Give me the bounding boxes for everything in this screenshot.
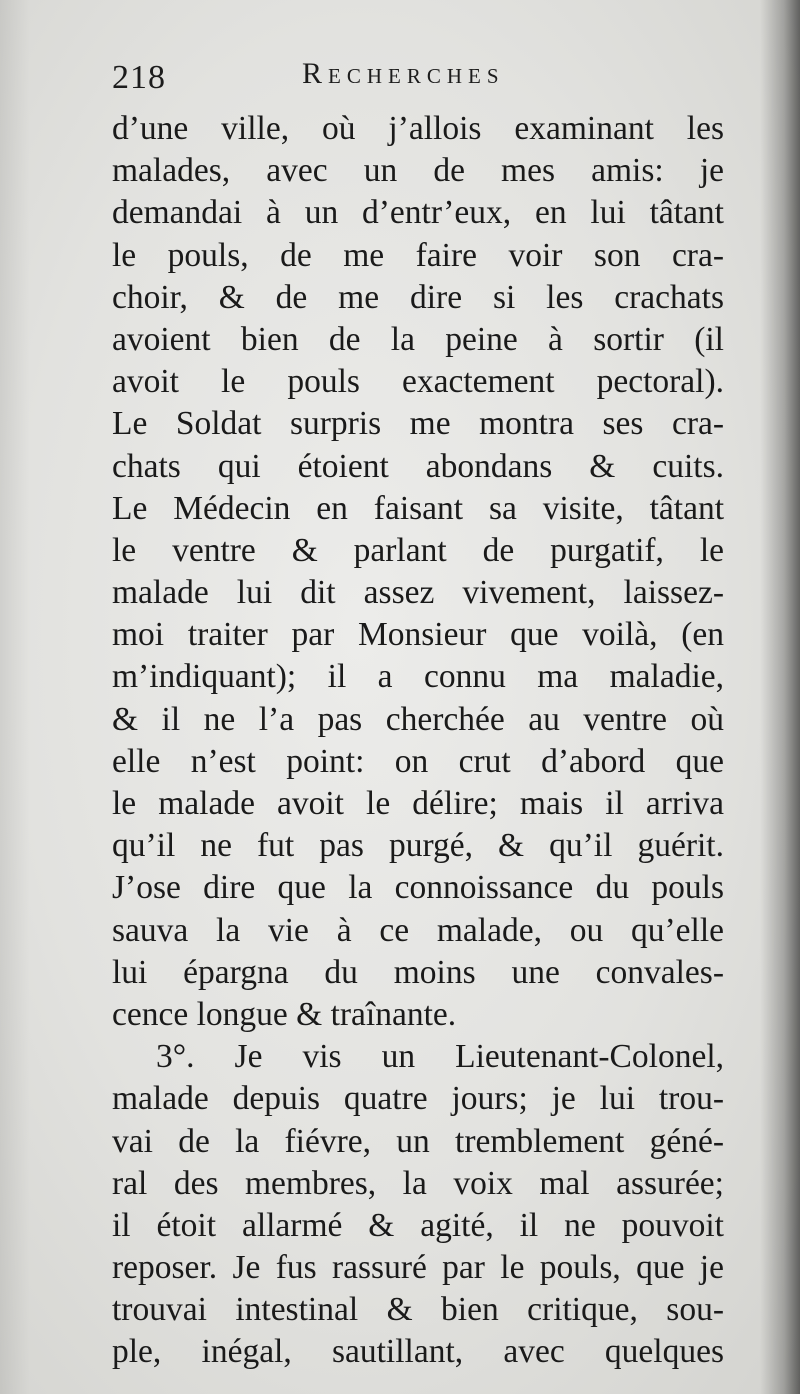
text-line: & il ne l’a pas cherchée au ventre où: [112, 700, 724, 738]
text-line: le pouls, de me faire voir son cra-: [112, 236, 724, 274]
page-gutter-shadow: [760, 0, 800, 1394]
running-title: Recherches: [302, 57, 505, 90]
text-line: demandai à un d’entr’eux, en lui tâtant: [112, 194, 724, 232]
text-line: vai de la fiévre, un tremblement géné-: [112, 1122, 724, 1160]
paragraph-end-line: cence longue & traînante.: [112, 995, 457, 1033]
text-line: ple, inégal, sautillant, avec quelques: [112, 1333, 724, 1371]
text-line: qu’il ne fut pas purgé, & qu’il guérit.: [112, 827, 724, 865]
text-line: avoit le pouls exactement pectoral).: [112, 363, 724, 401]
text-line: reposer. Je fus rassuré par le pouls, que je: [112, 1249, 724, 1287]
text-line: le ventre & parlant de purgatif, le: [112, 531, 724, 569]
text-line: chats qui étoient abondans & cuits.: [112, 447, 724, 485]
text-line: J’ose dire que la connoissance du pouls: [112, 869, 724, 907]
text-line: Le Médecin en faisant sa visite, tâtant: [112, 489, 724, 527]
body-text: [112, 108, 724, 1374]
text-line: trouvai intestinal & bien critique, sou-: [112, 1291, 724, 1329]
text-line: m’indiquant); il a connu ma maladie,: [112, 658, 724, 696]
text-line: lui épargna du moins une convales-: [112, 953, 724, 991]
page-number: 218: [112, 59, 166, 96]
text-line: avoient bien de la peine à sortir (il: [112, 320, 724, 358]
text-line: d’une ville, où j’allois examinant les: [112, 110, 724, 147]
text-line: choir, & de me dire si les crachats: [112, 278, 724, 316]
text-line: Le Soldat surpris me montra ses cra-: [112, 405, 724, 443]
text-line: ral des membres, la voix mal assurée;: [112, 1164, 724, 1202]
text-line: malade lui dit assez vivement, laissez-: [112, 574, 724, 612]
text-line: elle n’est point: on crut d’abord que: [112, 742, 724, 780]
text-line: malades, avec un de mes amis: je: [112, 152, 724, 190]
text-line: moi traiter par Monsieur que voilà, (en: [112, 616, 724, 654]
text-line: sauva la vie à ce malade, ou qu’elle: [112, 911, 724, 949]
text-line: malade depuis quatre jours; je lui trou-: [112, 1080, 724, 1118]
text-line: il étoit allarmé & agité, il ne pouvoit: [112, 1206, 724, 1244]
page-left-edge-shading: [0, 0, 30, 1394]
paragraph-start-line: 3°. Je vis un Lieutenant-Colonel,: [156, 1038, 724, 1076]
running-head: [112, 55, 722, 99]
text-line: le malade avoit le délire; mais il arriva: [112, 785, 724, 822]
